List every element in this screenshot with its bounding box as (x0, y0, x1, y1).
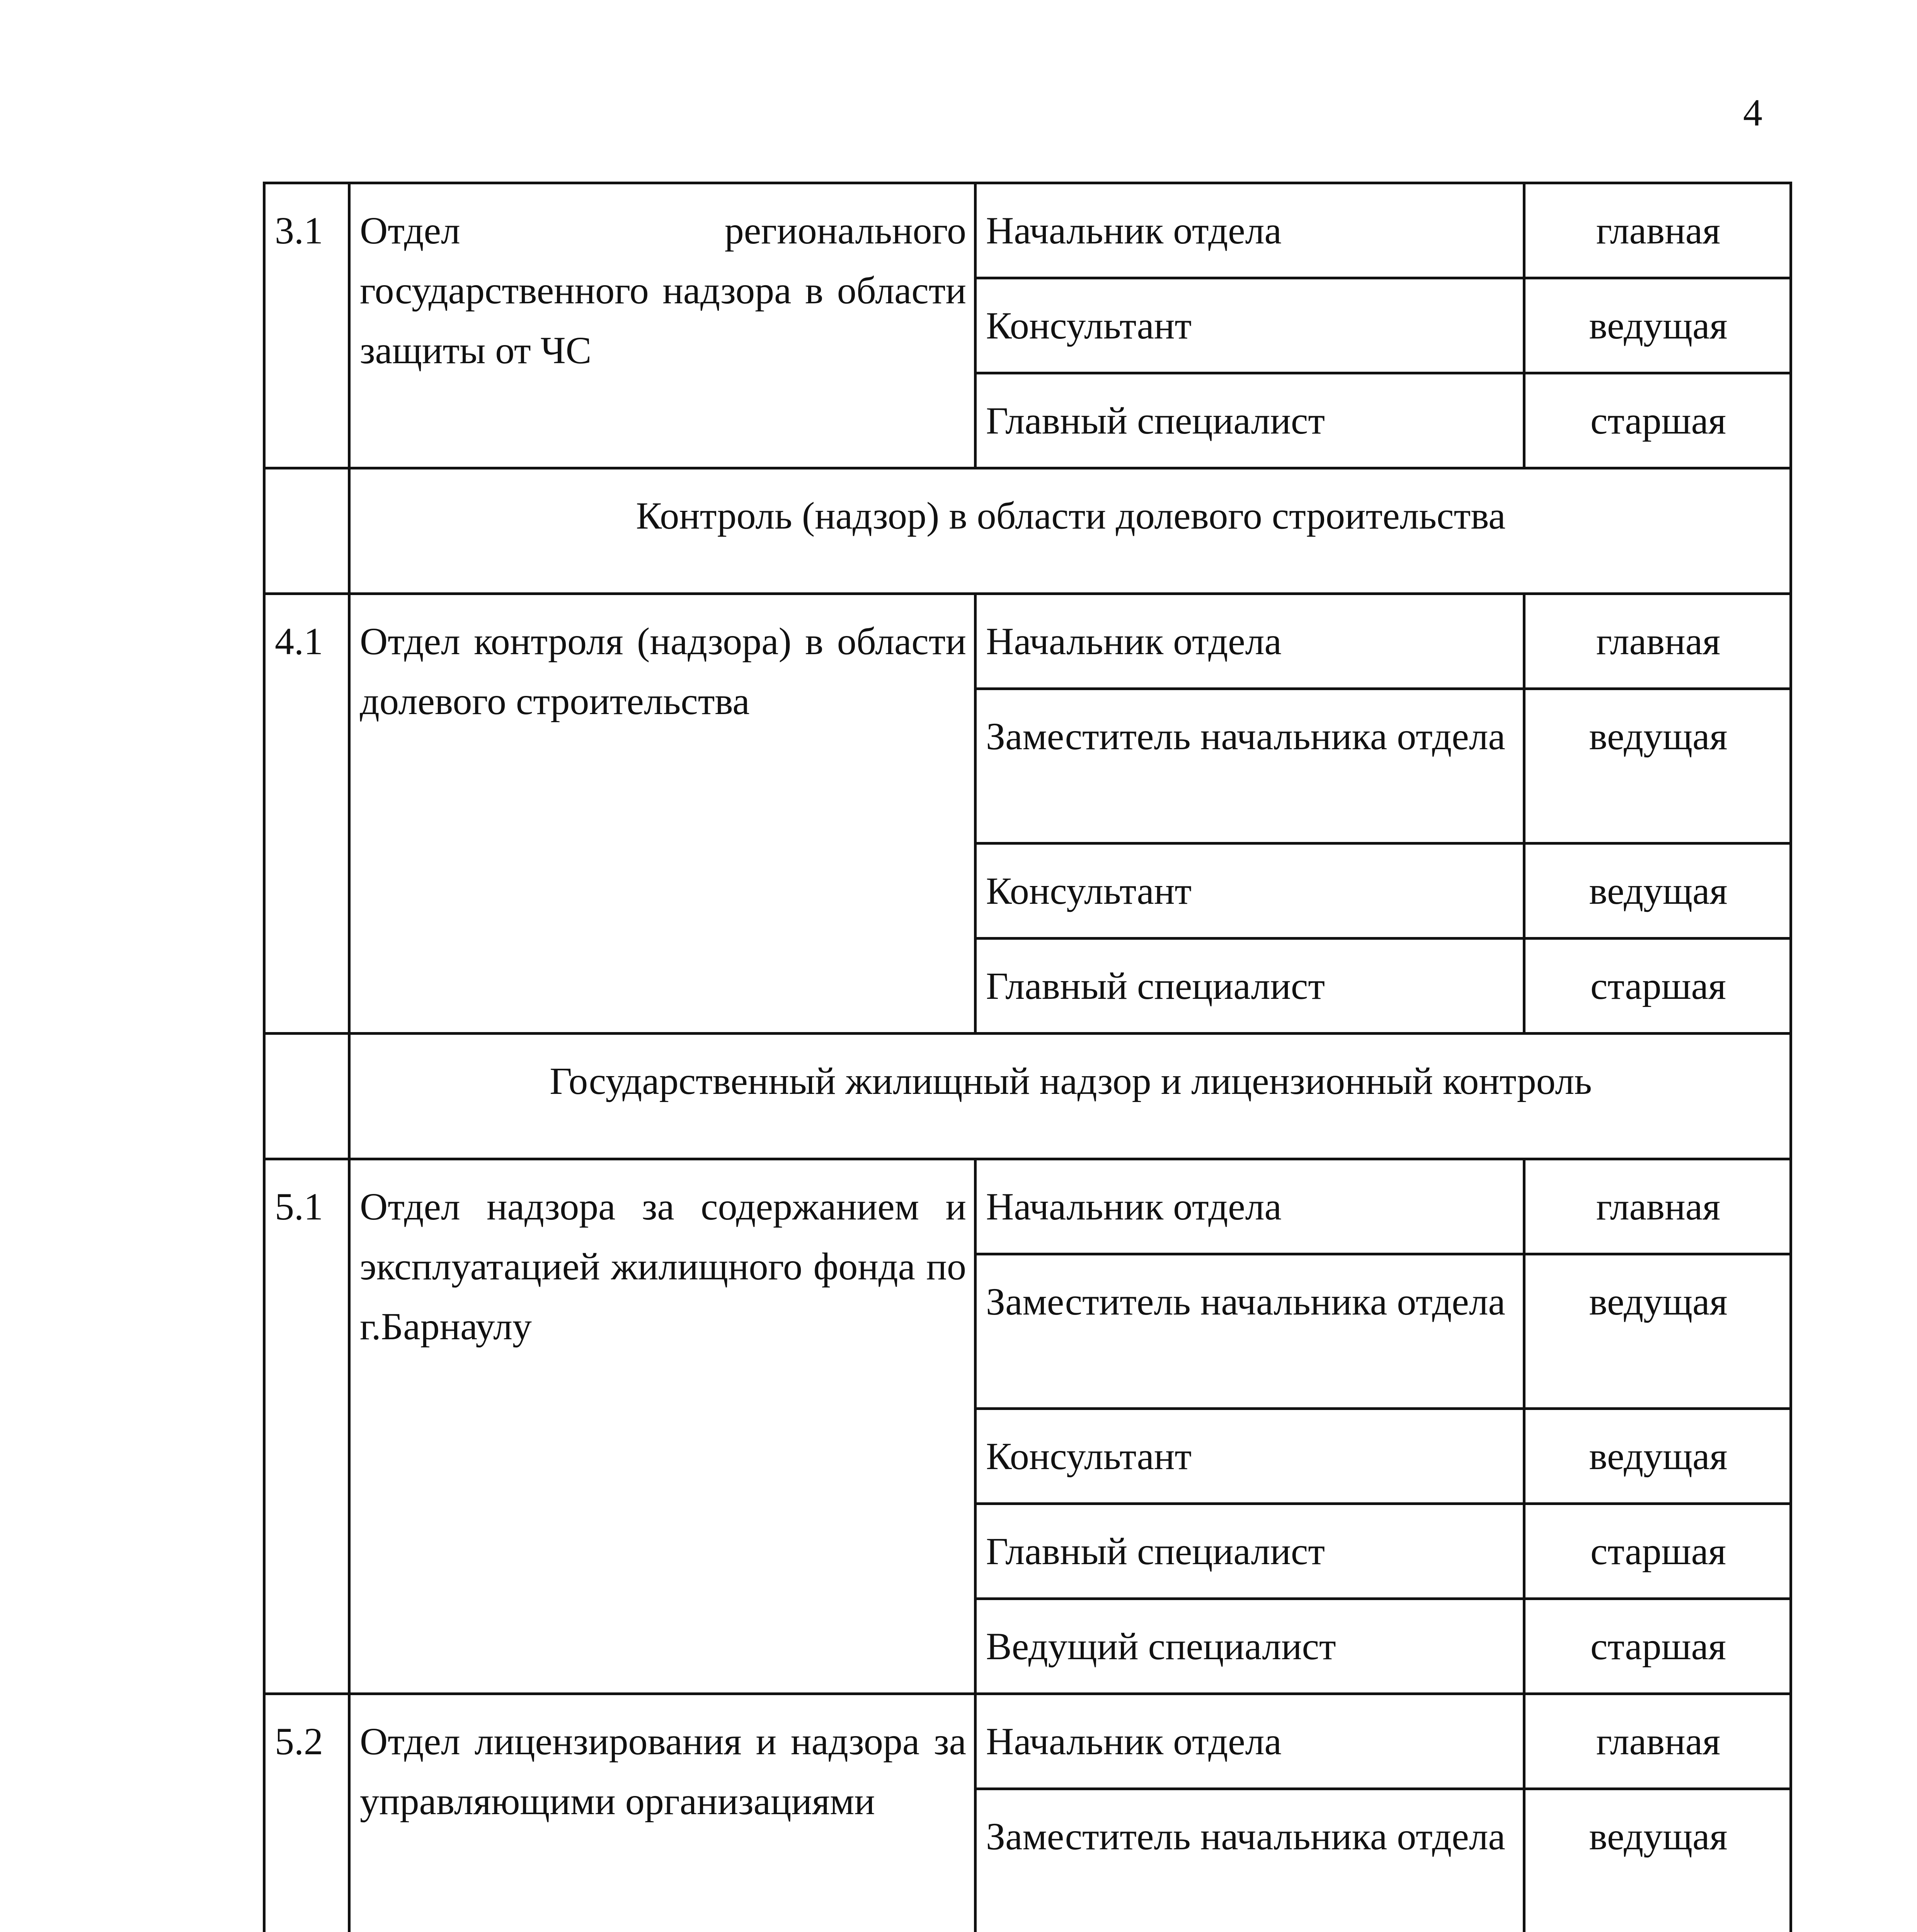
position-title: Начальник отдела (976, 594, 1524, 689)
position-group: главная (1524, 183, 1791, 278)
position-title: Главный специалист (976, 373, 1524, 468)
department-name: Отдел лицензирования и надзора за управляющими организациями (349, 1694, 976, 1932)
position-title: Заместитель начальника отдела (976, 1789, 1524, 1932)
position-title: Начальник отдела (976, 1694, 1524, 1789)
department-name: Отдел регионального государственного надзора в области защиты от ЧС (349, 183, 976, 468)
position-row (264, 594, 1791, 689)
position-group: старшая (1524, 939, 1791, 1034)
position-title: Консультант (976, 278, 1524, 373)
position-group: главная (1524, 1159, 1791, 1254)
section-row (264, 1034, 1791, 1159)
position-row (264, 1159, 1791, 1254)
position-title: Главный специалист (976, 939, 1524, 1034)
position-title: Начальник отдела (976, 1159, 1524, 1254)
position-group: главная (1524, 594, 1791, 689)
section-number-cell (264, 1034, 349, 1159)
position-row (264, 1694, 1791, 1789)
page-number: 4 (1743, 91, 1762, 134)
position-title: Начальник отдела (976, 183, 1524, 278)
position-title: Ведущий специалист (976, 1599, 1524, 1694)
position-group: ведущая (1524, 278, 1791, 373)
position-title: Заместитель начальника отдела (976, 1254, 1524, 1409)
section-row (264, 468, 1791, 594)
position-title: Консультант (976, 844, 1524, 939)
department-number: 5.2 (264, 1694, 349, 1932)
position-group: ведущая (1524, 1254, 1791, 1409)
staff-positions-table (263, 182, 1792, 1932)
department-number: 3.1 (264, 183, 349, 468)
position-group: ведущая (1524, 689, 1791, 844)
department-name: Отдел надзора за содержанием и эксплуатацией жилищного фонда по г.Барнаулу (349, 1159, 976, 1694)
position-group: старшая (1524, 373, 1791, 468)
position-title: Главный специалист (976, 1504, 1524, 1599)
position-group: ведущая (1524, 1409, 1791, 1504)
department-number: 5.1 (264, 1159, 349, 1694)
section-number-cell (264, 468, 349, 594)
section-title: Государственный жилищный надзор и лицензионный контроль (349, 1034, 1791, 1159)
position-group: ведущая (1524, 844, 1791, 939)
position-group: старшая (1524, 1599, 1791, 1694)
department-number: 4.1 (264, 594, 349, 1034)
table-body (264, 183, 1791, 1932)
position-group: старшая (1524, 1504, 1791, 1599)
position-group: главная (1524, 1694, 1791, 1789)
department-name: Отдел контроля (надзора) в области долевого строительства (349, 594, 976, 1034)
position-title: Заместитель начальника отдела (976, 689, 1524, 844)
position-row (264, 183, 1791, 278)
section-title: Контроль (надзор) в области долевого строительства (349, 468, 1791, 594)
position-title: Консультант (976, 1409, 1524, 1504)
position-group: ведущая (1524, 1789, 1791, 1932)
